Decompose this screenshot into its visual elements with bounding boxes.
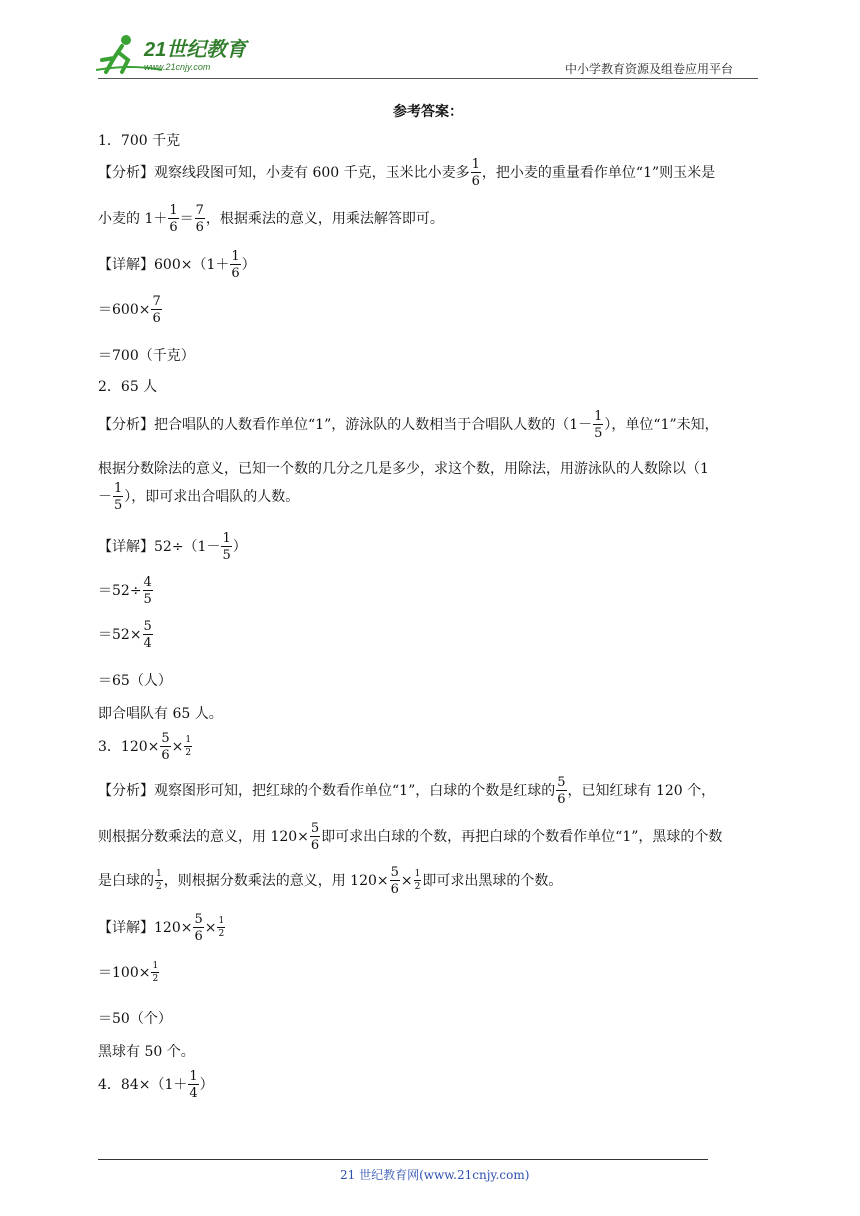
q1-analysis-line1: 【分析】观察线段图可知，小麦有 600 千克，玉米比小麦多 $\frac{1}{6}$ ，把小麦的重量看作单位“1”则玉米是 (98, 157, 716, 189)
fraction: $\frac{1}{2}$ (156, 869, 162, 892)
fraction: $\frac{5}{6}$ (161, 731, 170, 763)
header-platform-text: 中小学教育资源及组卷应用平台 (565, 62, 734, 76)
fraction: $\frac{1}{5}$ (594, 409, 603, 441)
fraction: $\frac{5}{6}$ (390, 865, 399, 897)
q2-detail-line3: ＝52× $\frac{5}{4}$ (98, 619, 152, 651)
fraction: $\frac{1}{6}$ (471, 157, 480, 189)
q3-analysis-line2: 则根据分数乘法的意义，用 120× $\frac{5}{6}$ 即可求出白球的个数，再把白球的个数看作单位“1”，黑球的个数 (98, 821, 723, 853)
q1-detail-line1: 【详解】600×（1＋ $\frac{1}{6}$ ） (98, 249, 256, 281)
fraction: $\frac{5}{6}$ (557, 775, 566, 807)
q3-analysis-line1: 【分析】观察图形可知，把红球的个数看作单位“1”，白球的个数是红球的 $\frac{5}{6}$ ，已知红球有 120 个， (98, 775, 716, 807)
fraction: $\frac{5}{6}$ (310, 821, 320, 853)
fraction: $\frac{4}{5}$ (143, 575, 152, 607)
footer-divider (98, 1159, 708, 1160)
q3-detail-line4: 黑球有 50 个。 (98, 1044, 195, 1060)
fraction: $\frac{1}{6}$ (231, 249, 240, 281)
q3-detail-line3: ＝50（个） (98, 1011, 172, 1027)
q2-analysis-line2: 根据分数除法的意义，已知一个数的几分之几是多少，求这个数，用除法，用游泳队的人数除以（1 (98, 461, 709, 477)
site-logo (92, 30, 262, 78)
footer-text: 21 世纪教育网(www.21cnjy.com) (340, 1168, 530, 1182)
fraction: $\frac{1}{6}$ (169, 203, 178, 235)
q3-analysis-line3: 是白球的 $\frac{1}{2}$ ，则根据分数乘法的意义，用 120× $\frac{5}{6}$ × $\frac{1}{2}$ 即可求出黑球的个数。 (98, 865, 563, 897)
fraction: $\frac{1}{2}$ (218, 916, 225, 939)
q3-detail-line2: ＝100× $\frac{1}{2}$ (98, 961, 159, 984)
fraction: $\frac{1}{5}$ (222, 531, 231, 563)
fraction: $\frac{1}{5}$ (114, 481, 123, 513)
q2-detail-line1: 【详解】52÷（1－ $\frac{1}{5}$ ） (98, 531, 247, 563)
fraction: $\frac{7}{6}$ (152, 294, 161, 326)
fraction: $\frac{1}{2}$ (414, 869, 421, 892)
q3-heading: 3．120× $\frac{5}{6}$ × $\frac{1}{2}$ (98, 731, 192, 763)
fraction: $\frac{1}{4}$ (189, 1069, 198, 1101)
fraction: $\frac{1}{2}$ (152, 961, 159, 984)
q2-detail-line2: ＝52÷ $\frac{4}{5}$ (98, 575, 152, 607)
q4-heading: 4．84×（1＋ $\frac{1}{4}$ ） (98, 1069, 214, 1101)
q1-heading: 1．700 千克 (98, 133, 181, 149)
fraction: $\frac{5}{6}$ (194, 912, 203, 944)
page-title: 参考答案： (393, 104, 463, 120)
q3-detail-line1: 【详解】120× $\frac{5}{6}$ × $\frac{1}{2}$ (98, 912, 225, 944)
fraction: $\frac{1}{2}$ (185, 735, 192, 758)
logo-url: www.21cnjy.com (144, 62, 211, 72)
q1-detail-line3: ＝700（千克） (98, 348, 195, 364)
header-divider (98, 78, 758, 79)
fraction: $\frac{5}{4}$ (143, 619, 152, 651)
fraction: $\frac{7}{6}$ (195, 203, 204, 235)
q1-detail-line2: ＝600× $\frac{7}{6}$ (98, 294, 161, 326)
q2-analysis-line3: － $\frac{1}{5}$ ），即可求出合唱队的人数。 (98, 481, 300, 513)
q2-detail-line5: 即合唱队有 65 人。 (98, 706, 223, 722)
q2-analysis-line1: 【分析】把合唱队的人数看作单位“1”，游泳队的人数相当于合唱队人数的（1－ $\frac{1}{5}$ ），单位“1”未知， (98, 409, 719, 441)
q2-detail-line4: ＝65（人） (98, 673, 172, 689)
logo-text: 21世纪教育 (144, 39, 247, 61)
q1-analysis-line2: 小麦的 1＋ $\frac{1}{6}$ ＝ $\frac{7}{6}$ ，根据乘法的意义，用乘法解答即可。 (98, 203, 444, 235)
q2-heading: 2．65 人 (98, 379, 158, 395)
